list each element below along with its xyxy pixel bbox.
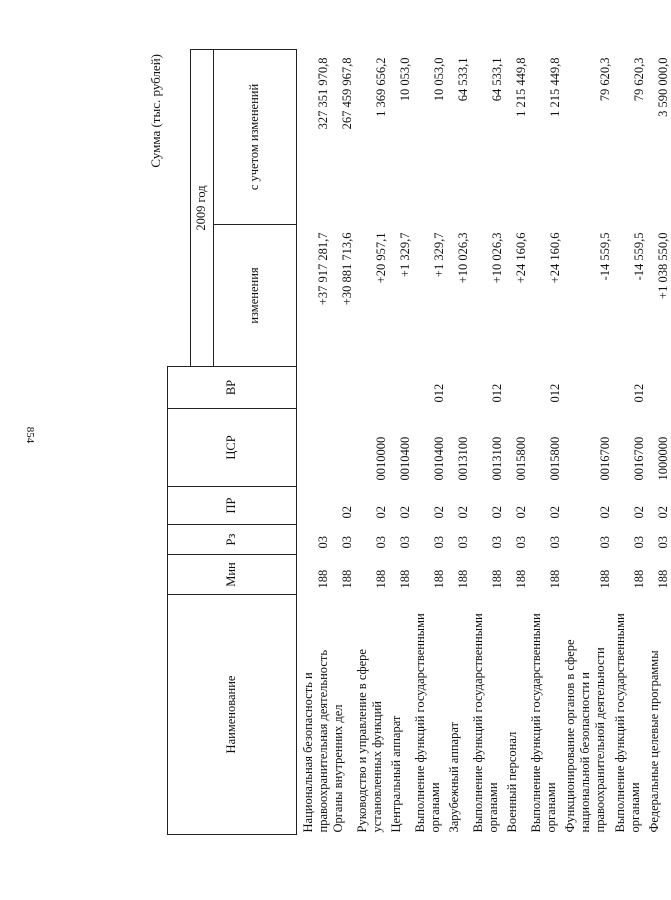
- row-pr: 02: [339, 506, 354, 519]
- row-vr: [355, 367, 389, 409]
- row-pr: 02: [655, 506, 670, 519]
- row-csr: 0016700: [597, 436, 612, 481]
- page-number: 854: [24, 426, 36, 444]
- table-body: [296, 50, 671, 835]
- row-pr: 02: [631, 506, 646, 519]
- row-change: +37 917 281,7: [315, 232, 330, 306]
- row-total: 64 533,1: [489, 57, 504, 102]
- header-csr: ЦСР: [168, 409, 297, 487]
- row-rz: 03: [373, 536, 388, 549]
- row-csr: 0010000: [373, 436, 388, 481]
- row-pr: 02: [489, 506, 504, 519]
- row-csr: 0015800: [547, 436, 562, 481]
- row-rz: 03: [339, 536, 354, 549]
- row-change: +24 160,6: [513, 232, 528, 284]
- table-row: [529, 50, 563, 835]
- row-change: -14 559,5: [631, 232, 646, 281]
- header-rz: Рз: [168, 525, 297, 555]
- row-name: Национальная безопасность и правоохранительная деятельность: [300, 649, 330, 833]
- row-change: +30 881 713,6: [339, 232, 354, 306]
- row-min: 188: [631, 569, 646, 589]
- row-total: 267 459 967,8: [339, 57, 354, 130]
- row-min: 188: [513, 569, 528, 589]
- row-total: 79 620,3: [631, 57, 646, 102]
- row-name: Зарубежный аппарат: [446, 721, 461, 833]
- row-pr: 02: [547, 506, 562, 519]
- header-pr: ПР: [168, 487, 297, 525]
- row-vr: 012: [489, 383, 504, 403]
- table-row: [647, 50, 671, 835]
- row-pr: 02: [373, 506, 388, 519]
- row-min: 188: [397, 569, 412, 589]
- table-row: [355, 50, 389, 835]
- row-csr: [296, 409, 331, 487]
- row-rz: 03: [597, 536, 612, 549]
- row-change: +1 329,7: [397, 232, 412, 278]
- row-total: 79 620,3: [597, 57, 612, 102]
- header-year: 2009 год: [190, 50, 213, 367]
- row-csr: 0013100: [489, 436, 504, 481]
- row-change: +10 026,3: [489, 232, 504, 284]
- row-name: Военный персонал: [504, 731, 519, 833]
- row-rz: 03: [489, 536, 504, 549]
- row-min: 188: [315, 569, 330, 589]
- header-min: Мин: [168, 555, 297, 595]
- row-csr: 0010400: [397, 436, 412, 481]
- row-total: 1 369 656,2: [373, 57, 388, 117]
- row-name: Руководство и управление в сфере установленных функций: [354, 649, 384, 833]
- row-min: 188: [489, 569, 504, 589]
- row-pr: 02: [431, 506, 446, 519]
- table-row: [613, 50, 647, 835]
- row-name: Центральный аппарат: [388, 715, 403, 833]
- table-row: [296, 50, 331, 835]
- row-vr: 012: [547, 383, 562, 403]
- table-row: [447, 50, 471, 835]
- row-min: 188: [455, 569, 470, 589]
- header-changes: изменения: [213, 225, 296, 367]
- row-rz: 03: [315, 536, 330, 549]
- row-vr: [296, 367, 331, 409]
- row-rz: 03: [547, 536, 562, 549]
- budget-table-sheet: [145, 50, 670, 835]
- table-row: [389, 50, 413, 835]
- row-csr: 0015800: [513, 436, 528, 481]
- row-csr: 0010400: [431, 436, 446, 481]
- row-min: 188: [373, 569, 388, 589]
- row-vr: [505, 367, 529, 409]
- row-min: 188: [597, 569, 612, 589]
- row-change: +10 026,3: [455, 232, 470, 284]
- budget-table: [167, 49, 671, 835]
- row-total: 64 533,1: [455, 57, 470, 102]
- header-vr: ВР: [168, 367, 297, 409]
- row-name: Федеральные целевые программы: [646, 650, 661, 833]
- row-csr: 0013100: [455, 436, 470, 481]
- row-rz: 03: [513, 536, 528, 549]
- row-total: 1 215 449,8: [513, 57, 528, 117]
- row-min: 188: [431, 569, 446, 589]
- row-total: 10 053,0: [431, 57, 446, 102]
- row-name: Выполнение функций государственными органами: [470, 613, 500, 833]
- row-vr: [389, 367, 413, 409]
- table-row: [471, 50, 505, 835]
- row-change: -14 559,5: [597, 232, 612, 281]
- row-change: +1 329,7: [431, 232, 446, 278]
- row-name: Функционирование органов в сфере национальной безопасности и правоохранительной деятельности: [562, 639, 607, 833]
- row-csr: 0016700: [631, 436, 646, 481]
- header-name: Наименование: [168, 595, 297, 835]
- row-vr: [647, 367, 671, 409]
- row-min: 188: [655, 569, 670, 589]
- row-name: Органы внутренних дел: [330, 704, 345, 833]
- table-row: [563, 50, 613, 835]
- table-row: [505, 50, 529, 835]
- row-pr: 02: [597, 506, 612, 519]
- row-rz: 03: [431, 536, 446, 549]
- header-with-changes: с учетом изменений: [213, 50, 296, 225]
- row-vr: [447, 367, 471, 409]
- row-pr: 02: [513, 506, 528, 519]
- row-pr: 02: [397, 506, 412, 519]
- row-csr: [331, 409, 355, 487]
- row-vr: 012: [631, 383, 646, 403]
- row-pr: 02: [455, 506, 470, 519]
- row-min: 188: [339, 569, 354, 589]
- row-vr: [563, 367, 613, 409]
- row-vr: [331, 367, 355, 409]
- row-change: +20 957,1: [373, 232, 388, 284]
- row-rz: 03: [397, 536, 412, 549]
- row-name: Выполнение функций государственными органами: [612, 613, 642, 833]
- row-name: Выполнение функций государственными органами: [528, 613, 558, 833]
- row-change: +1 038 550,0: [655, 232, 670, 299]
- row-total: 3 590 000,0: [655, 57, 670, 117]
- table-row: [331, 50, 355, 835]
- row-name: Выполнение функций государственными органами: [412, 613, 442, 833]
- row-vr: 012: [431, 383, 446, 403]
- row-rz: 03: [631, 536, 646, 549]
- row-rz: 03: [655, 536, 670, 549]
- row-total: 327 351 970,8: [315, 57, 330, 130]
- row-rz: 03: [455, 536, 470, 549]
- row-min: 188: [547, 569, 562, 589]
- row-change: +24 160,6: [547, 232, 562, 284]
- table-row: [413, 50, 447, 835]
- row-pr: [296, 487, 331, 525]
- units-caption: Сумма (тыс. рублей): [148, 54, 163, 168]
- row-total: 1 215 449,8: [547, 57, 562, 117]
- row-csr: 1000000: [655, 436, 670, 481]
- row-total: 10 053,0: [397, 57, 412, 102]
